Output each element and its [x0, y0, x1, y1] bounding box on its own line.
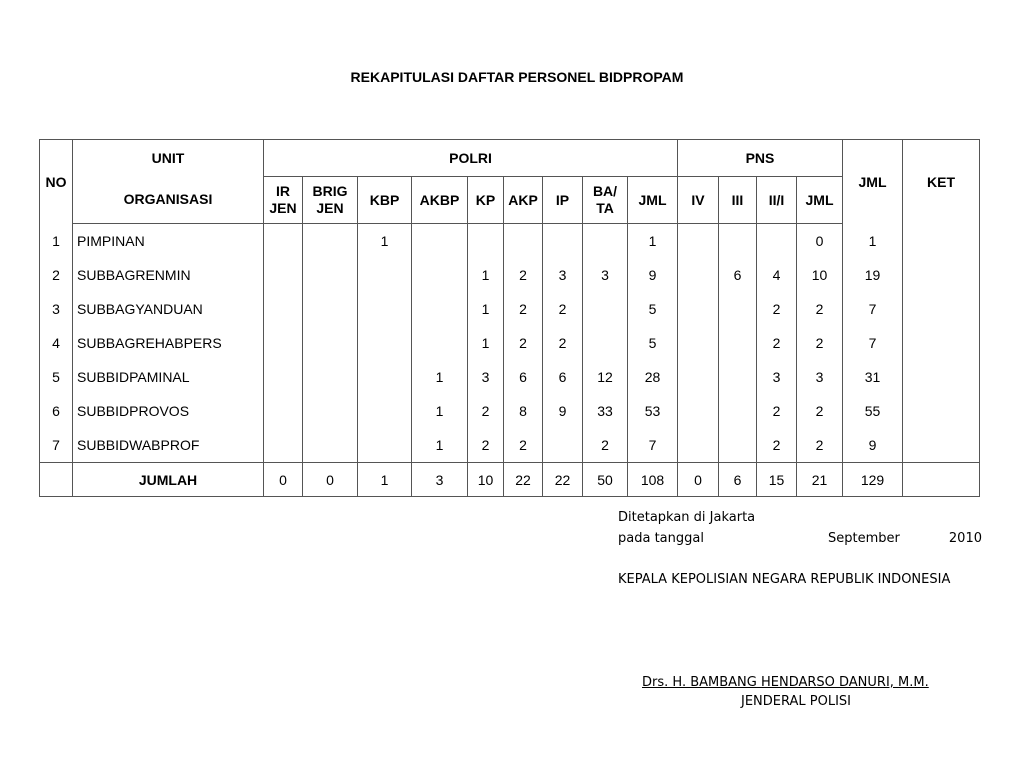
count-cell — [903, 258, 980, 292]
unit-name: SUBBAGYANDUAN — [73, 292, 264, 326]
unit-name: SUBBAGREHABPERS — [73, 326, 264, 360]
count-cell: 33 — [583, 394, 628, 428]
total-cell: 3 — [412, 463, 468, 497]
header-pns-col: II/I — [757, 177, 797, 224]
count-cell: 3 — [757, 360, 797, 394]
count-cell: 1 — [468, 292, 504, 326]
count-cell — [903, 428, 980, 463]
count-cell: 7 — [843, 326, 903, 360]
count-cell — [678, 258, 719, 292]
total-cell: 21 — [797, 463, 843, 497]
signature-date-line — [618, 531, 982, 549]
header-jml: JML — [843, 140, 903, 224]
count-cell: 9 — [628, 258, 678, 292]
count-cell — [719, 292, 757, 326]
total-cell: 0 — [303, 463, 358, 497]
count-cell: 3 — [797, 360, 843, 394]
table-row — [40, 360, 980, 394]
total-row — [40, 463, 980, 497]
count-cell — [757, 224, 797, 259]
row-number: 7 — [40, 428, 73, 463]
count-cell — [303, 258, 358, 292]
count-cell — [303, 394, 358, 428]
count-cell: 6 — [504, 360, 543, 394]
header-polri-col: IP — [543, 177, 583, 224]
count-cell — [303, 224, 358, 259]
count-cell: 9 — [843, 428, 903, 463]
header-organisasi: ORGANISASI — [73, 177, 264, 224]
header-no: NO — [40, 140, 73, 224]
count-cell — [903, 394, 980, 428]
table-body — [40, 224, 980, 463]
count-cell: 2 — [797, 326, 843, 360]
count-cell: 2 — [757, 292, 797, 326]
count-cell — [583, 224, 628, 259]
header-polri-col: AKBP — [412, 177, 468, 224]
count-cell — [678, 428, 719, 463]
count-cell: 3 — [583, 258, 628, 292]
total-label: JUMLAH — [73, 463, 264, 497]
count-cell — [412, 224, 468, 259]
count-cell: 55 — [843, 394, 903, 428]
table-row — [40, 224, 980, 259]
header-unit: UNIT — [73, 140, 264, 177]
count-cell — [903, 360, 980, 394]
header-pns-col: JML — [797, 177, 843, 224]
count-cell — [358, 360, 412, 394]
count-cell — [358, 292, 412, 326]
count-cell — [412, 292, 468, 326]
signature-date-month: September — [828, 531, 900, 546]
count-cell — [903, 224, 980, 259]
count-cell: 3 — [468, 360, 504, 394]
count-cell: 2 — [543, 292, 583, 326]
unit-name: SUBBIDWABPROF — [73, 428, 264, 463]
count-cell — [583, 292, 628, 326]
count-cell — [264, 258, 303, 292]
count-cell — [358, 394, 412, 428]
count-cell: 19 — [843, 258, 903, 292]
signature-date-year: 2010 — [948, 531, 982, 546]
row-number: 2 — [40, 258, 73, 292]
count-cell — [543, 428, 583, 463]
count-cell — [303, 360, 358, 394]
count-cell: 1 — [468, 326, 504, 360]
unit-name: SUBBIDPAMINAL — [73, 360, 264, 394]
signature-office: KEPALA KEPOLISIAN NEGARA REPUBLIK INDONESIA — [618, 572, 951, 587]
count-cell — [358, 326, 412, 360]
table-row — [40, 428, 980, 463]
count-cell: 2 — [504, 292, 543, 326]
count-cell: 2 — [504, 326, 543, 360]
count-cell: 7 — [843, 292, 903, 326]
count-cell: 31 — [843, 360, 903, 394]
count-cell — [303, 326, 358, 360]
document-title: REKAPITULASI DAFTAR PERSONEL BIDPROPAM — [350, 69, 684, 85]
count-cell: 5 — [628, 292, 678, 326]
header-polri-col: BRIG JEN — [303, 177, 358, 224]
count-cell: 3 — [543, 258, 583, 292]
count-cell — [264, 224, 303, 259]
total-cell: 0 — [678, 463, 719, 497]
count-cell — [264, 428, 303, 463]
total-cell: 22 — [543, 463, 583, 497]
count-cell: 2 — [757, 428, 797, 463]
header-ket: KET — [903, 140, 980, 224]
count-cell — [303, 428, 358, 463]
table-row — [40, 394, 980, 428]
count-cell: 4 — [757, 258, 797, 292]
count-cell — [903, 326, 980, 360]
header-polri-col: KBP — [358, 177, 412, 224]
row-number: 4 — [40, 326, 73, 360]
count-cell — [678, 360, 719, 394]
count-cell — [678, 326, 719, 360]
count-cell: 5 — [628, 326, 678, 360]
row-number: 1 — [40, 224, 73, 259]
count-cell: 2 — [757, 394, 797, 428]
count-cell: 7 — [628, 428, 678, 463]
count-cell: 2 — [504, 258, 543, 292]
count-cell: 53 — [628, 394, 678, 428]
count-cell — [468, 224, 504, 259]
header-pns-col: III — [719, 177, 757, 224]
signature-date-label: pada tanggal — [618, 531, 704, 546]
count-cell — [358, 428, 412, 463]
count-cell — [719, 428, 757, 463]
count-cell: 6 — [543, 360, 583, 394]
total-cell: 1 — [358, 463, 412, 497]
count-cell — [719, 326, 757, 360]
signatory-name: Drs. H. BAMBANG HENDARSO DANURI, M.M. — [642, 675, 929, 690]
total-cell — [903, 463, 980, 497]
total-cell: 10 — [468, 463, 504, 497]
total-cell: 22 — [504, 463, 543, 497]
header-polri-col: IR JEN — [264, 177, 303, 224]
count-cell — [358, 258, 412, 292]
count-cell — [543, 224, 583, 259]
count-cell: 28 — [628, 360, 678, 394]
row-number: 3 — [40, 292, 73, 326]
total-cell: 108 — [628, 463, 678, 497]
count-cell — [583, 326, 628, 360]
count-cell — [264, 360, 303, 394]
count-cell — [678, 224, 719, 259]
total-cell: 6 — [719, 463, 757, 497]
signatory-rank: JENDERAL POLISI — [741, 694, 852, 709]
count-cell: 2 — [797, 292, 843, 326]
count-cell: 2 — [757, 326, 797, 360]
count-cell: 0 — [797, 224, 843, 259]
count-cell: 2 — [468, 428, 504, 463]
count-cell: 1 — [412, 394, 468, 428]
header-polri-col: JML — [628, 177, 678, 224]
count-cell: 2 — [583, 428, 628, 463]
row-number: 5 — [40, 360, 73, 394]
count-cell — [719, 224, 757, 259]
count-cell: 1 — [843, 224, 903, 259]
table-row — [40, 292, 980, 326]
row-number: 6 — [40, 394, 73, 428]
count-cell: 1 — [468, 258, 504, 292]
count-cell — [303, 292, 358, 326]
personnel-table — [39, 139, 980, 497]
count-cell — [412, 326, 468, 360]
count-cell: 8 — [504, 394, 543, 428]
unit-name: SUBBIDPROVOS — [73, 394, 264, 428]
total-cell: 129 — [843, 463, 903, 497]
count-cell — [264, 394, 303, 428]
count-cell — [264, 292, 303, 326]
total-cell: 15 — [757, 463, 797, 497]
count-cell: 2 — [468, 394, 504, 428]
table-row — [40, 326, 980, 360]
total-cell: 0 — [264, 463, 303, 497]
count-cell — [678, 394, 719, 428]
count-cell: 2 — [797, 428, 843, 463]
header-polri-col: KP — [468, 177, 504, 224]
header-polri-col: AKP — [504, 177, 543, 224]
count-cell: 1 — [628, 224, 678, 259]
count-cell — [678, 292, 719, 326]
count-cell: 6 — [719, 258, 757, 292]
count-cell: 9 — [543, 394, 583, 428]
count-cell — [412, 258, 468, 292]
total-cell: 50 — [583, 463, 628, 497]
count-cell — [504, 224, 543, 259]
count-cell: 2 — [797, 394, 843, 428]
header-polri: POLRI — [264, 140, 678, 177]
signature-place: Ditetapkan di Jakarta — [618, 510, 756, 525]
unit-name: SUBBAGRENMIN — [73, 258, 264, 292]
count-cell: 2 — [504, 428, 543, 463]
count-cell — [903, 292, 980, 326]
count-cell: 2 — [543, 326, 583, 360]
header-pns-col: IV — [678, 177, 719, 224]
header-polri-col: BA/ TA — [583, 177, 628, 224]
count-cell: 12 — [583, 360, 628, 394]
unit-name: PIMPINAN — [73, 224, 264, 259]
total-no-cell — [40, 463, 73, 497]
count-cell: 10 — [797, 258, 843, 292]
count-cell — [719, 360, 757, 394]
count-cell — [264, 326, 303, 360]
count-cell — [719, 394, 757, 428]
header-pns: PNS — [678, 140, 843, 177]
count-cell: 1 — [412, 360, 468, 394]
table-row — [40, 258, 980, 292]
count-cell: 1 — [412, 428, 468, 463]
count-cell: 1 — [358, 224, 412, 259]
